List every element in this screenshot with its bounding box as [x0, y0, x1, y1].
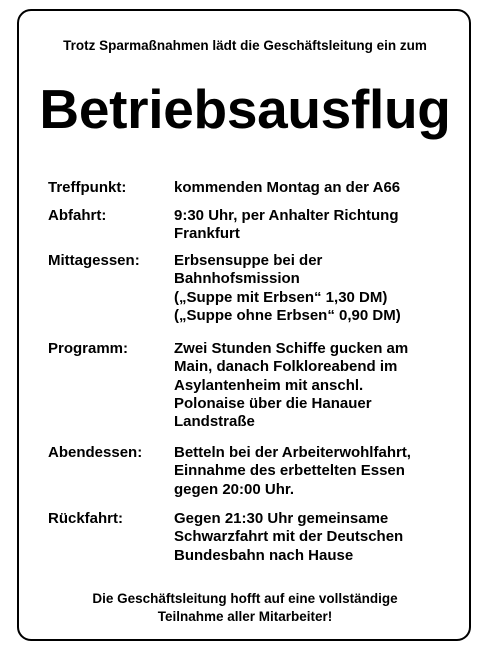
detail-value: [174, 252, 446, 325]
detail-label: Abendessen:: [48, 444, 143, 461]
page-title: Betriebsausflug: [39, 78, 451, 140]
intro-text: Trotz Sparmaßnahmen lädt die Geschäftsleitung ein zum: [63, 38, 427, 53]
detail-line: Erbsensuppe bei der: [174, 252, 323, 269]
detail-value: [174, 510, 446, 565]
detail-line: Main, danach Folkloreabend im: [174, 358, 398, 376]
detail-line: Zwei Stunden Schiffe gucken am: [174, 340, 409, 357]
detail-label: Treffpunkt:: [48, 179, 127, 196]
detail-label: Rückfahrt:: [48, 510, 124, 527]
detail-line: 9:30 Uhr, per Anhalter Richtung: [174, 207, 399, 224]
detail-line: („Suppe ohne Erbsen“ 0,90 DM): [174, 306, 401, 324]
detail-line: („Suppe mit Erbsen“ 1,30 DM): [174, 288, 388, 306]
detail-line: Betteln bei der Arbeiterwohlfahrt,: [174, 444, 411, 461]
detail-line: kommenden Montag an der A66: [174, 179, 401, 196]
detail-line: Landstraße: [174, 413, 255, 431]
detail-value: [174, 340, 446, 431]
detail-line: Schwarzfahrt mit der Deutschen: [174, 528, 404, 546]
detail-label: Programm:: [48, 340, 129, 357]
closing-line: Die Geschäftsleitung hofft auf eine vollständige: [92, 591, 398, 606]
detail-line: Asylantenheim mit anschl.: [174, 376, 364, 394]
detail-line: Gegen 21:30 Uhr gemeinsame: [174, 510, 389, 527]
detail-line: Einnahme des erbettelten Essen: [174, 462, 405, 480]
detail-line: Frankfurt: [174, 225, 240, 243]
closing-line: Teilnahme aller Mitarbeiter!: [157, 609, 333, 624]
detail-value: [174, 179, 446, 197]
detail-label: Abfahrt:: [48, 207, 107, 224]
detail-label: Mittagessen:: [48, 252, 140, 269]
detail-line: Bundesbahn nach Hause: [174, 546, 354, 564]
detail-line: Polonaise über die Hanauer: [174, 394, 372, 412]
detail-line: Bahnhofsmission: [174, 270, 300, 288]
detail-line: gegen 20:00 Uhr.: [174, 480, 295, 498]
detail-value: [174, 207, 446, 244]
closing-text: [0, 590, 490, 626]
detail-value: [174, 444, 446, 499]
